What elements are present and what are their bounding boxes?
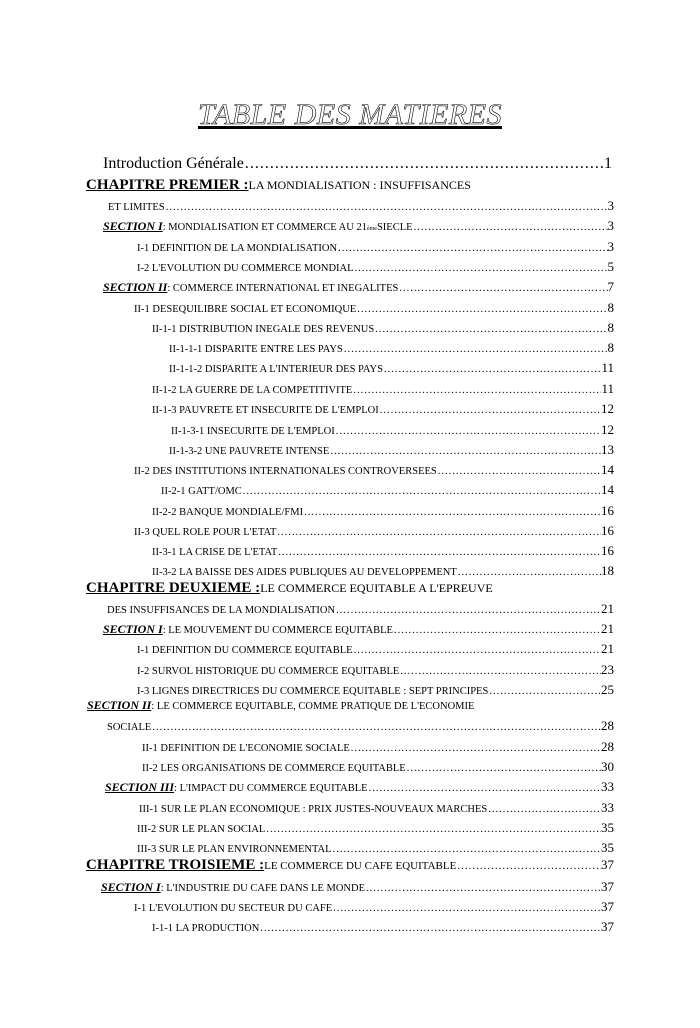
toc-entry[interactable] [103, 155, 612, 173]
dot-leader [277, 547, 601, 558]
section-label: SECTION I [103, 219, 163, 233]
toc-page-number: 25 [601, 682, 614, 697]
toc-page-number: 1 [604, 155, 612, 172]
toc-entry-text: II-1-1-1 DISPARITE ENTRE LES PAYS [169, 344, 343, 355]
toc-entry[interactable] [103, 218, 614, 234]
toc-page-number: 16 [601, 523, 614, 538]
toc-entry-text: II-2-1 GATT/OMC [161, 486, 242, 497]
toc-entry[interactable] [137, 641, 614, 657]
toc-page-number: 7 [607, 279, 614, 294]
dot-leader [350, 743, 601, 754]
toc-entry-text: DES INSUFFISANCES DE LA MONDIALISATION [107, 605, 336, 616]
toc-entry[interactable] [103, 279, 614, 295]
toc-page-number: 8 [607, 340, 614, 355]
toc-chapter-heading[interactable] [86, 580, 493, 597]
toc-entry[interactable] [169, 340, 614, 356]
superscript: ème [366, 226, 377, 232]
toc-page-number: 37 [601, 857, 614, 872]
toc-entry[interactable] [134, 899, 614, 915]
toc-entry-text: II-3-1 LA CRISE DE L'ETAT [152, 547, 278, 558]
toc-entry[interactable] [152, 563, 614, 579]
toc-entry-text: II-1-2 LA GUERRE DE LA COMPETITIVITE [152, 385, 353, 396]
page-title: TABLE DES MATIERES [198, 98, 502, 131]
dot-leader [383, 364, 602, 375]
toc-entry-text: III-1 SUR LE PLAN ECONOMIQUE : PRIX JUSTES-NOUVEAUX MARCHES [139, 804, 488, 815]
dot-leader [335, 426, 601, 437]
toc-entry-text: II-2-2 BANQUE MONDIALE/FMI [152, 507, 304, 518]
toc-page-number: 16 [601, 503, 614, 518]
toc-page-number: 33 [601, 800, 614, 815]
toc-page-number: 8 [607, 320, 614, 335]
toc-entry[interactable] [105, 779, 614, 795]
toc-entry-text: II-1-1 DISTRIBUTION INEGALE DES REVENUS [152, 324, 375, 335]
toc-entry-text: I-2 L'EVOLUTION DU COMMERCE MONDIAL [137, 263, 354, 274]
toc-page-number: 3 [607, 218, 614, 233]
dot-leader [398, 283, 607, 294]
toc-entry[interactable] [137, 239, 614, 255]
toc-entry-text: II-2 LES ORGANISATIONS DE COMMERCE EQUITABLE [142, 763, 406, 774]
toc-page-number: 3 [607, 198, 614, 213]
dot-leader [329, 446, 601, 457]
toc-page-number: 18 [601, 563, 614, 578]
toc-entry[interactable] [152, 381, 614, 397]
toc-entry[interactable] [137, 662, 614, 678]
section-label: SECTION II [87, 698, 152, 712]
toc-entry-text: : L'INDUSTRIE DU CAFE DANS LE MONDE [160, 883, 365, 894]
dot-leader [393, 625, 601, 636]
toc-entry-text: I-1-1 LA PRODUCTION [152, 923, 260, 934]
dot-leader [456, 860, 601, 872]
dot-leader [368, 783, 601, 794]
section-label: SECTION II [103, 280, 168, 294]
toc-page-number: 5 [607, 259, 614, 274]
section-label: SECTION I [103, 622, 163, 636]
dot-leader [437, 466, 601, 477]
toc-entry[interactable] [103, 621, 614, 637]
dot-leader [332, 844, 601, 855]
toc-entry-text: II-1-3-2 UNE PAUVRETE INTENSE [169, 446, 330, 457]
toc-page-number: 11 [601, 360, 614, 375]
toc-entry[interactable] [101, 879, 614, 895]
toc-entry-text: : LE MOUVEMENT DU COMMERCE EQUITABLE [162, 625, 393, 636]
dot-leader [374, 324, 607, 335]
toc-entry-text: II-1-3-1 INSECURITE DE L'EMPLOI [171, 426, 335, 437]
toc-page-number: 12 [601, 401, 614, 416]
chapter-label: CHAPITRE TROISIEME : [86, 857, 265, 873]
toc-entry[interactable] [152, 503, 614, 519]
section-label: SECTION I [101, 880, 161, 894]
toc-entry-text: SIECLE [376, 222, 413, 233]
toc-entry[interactable] [152, 320, 614, 336]
dot-leader [406, 763, 601, 774]
toc-entry-text: : L'IMPACT DU COMMERCE EQUITABLE [174, 783, 368, 794]
toc-page-number: 3 [607, 239, 614, 254]
toc-entry-text: II-1 DESEQUILIBRE SOCIAL ET ECONOMIQUE [134, 304, 357, 315]
toc-entry[interactable] [152, 543, 614, 559]
dot-leader [303, 507, 601, 518]
toc-entry-text: : COMMERCE INTERNATIONAL ET INEGALITES [167, 283, 399, 294]
dot-leader [365, 883, 601, 894]
toc-entry-text: I-3 LIGNES DIRECTRICES DU COMMERCE EQUITABLE : SEPT PRINCIPES [137, 686, 489, 697]
toc-entry-text: I-1 L'EVOLUTION DU SECTEUR DU CAFE [134, 903, 333, 914]
toc-entry-text: SOCIALE [107, 722, 152, 733]
toc-entry-text: II-3-2 LA BAISSE DES AIDES PUBLIQUES AU DEVELOPPEMENT [152, 567, 457, 578]
toc-page-number: 28 [601, 739, 614, 754]
toc-entry[interactable] [137, 682, 614, 698]
toc-page-number: 14 [601, 462, 614, 477]
toc-page-number: 16 [601, 543, 614, 558]
dot-leader [354, 263, 608, 274]
dot-leader [265, 824, 601, 835]
toc-page-number: 13 [601, 442, 614, 457]
toc-entry-text: : LE COMMERCE EQUITABLE, COMME PRATIQUE DE L'ECONOMIE [151, 701, 475, 712]
chapter-label: CHAPITRE DEUXIEME : [86, 580, 261, 596]
toc-entry[interactable] [137, 259, 614, 275]
dot-leader [457, 567, 601, 578]
dot-leader [151, 722, 601, 733]
toc-entry-text: II-2 DES INSTITUTIONS INTERNATIONALES CONTROVERSEES [134, 466, 437, 477]
chapter-label: CHAPITRE PREMIER : [86, 177, 249, 193]
chapter-title: LA MONDIALISATION : INSUFFISANCES [248, 178, 471, 192]
toc-entry[interactable] [169, 442, 614, 458]
dot-leader [352, 385, 601, 396]
toc-entry[interactable] [137, 820, 614, 836]
toc-entry[interactable] [107, 718, 614, 734]
toc-entry-text: II-3 QUEL ROLE POUR L'ETAT [134, 527, 277, 538]
dot-leader [337, 243, 607, 254]
toc-entry[interactable] [152, 401, 614, 417]
dot-leader [379, 405, 601, 416]
toc-page-number: 35 [601, 820, 614, 835]
dot-leader [413, 222, 608, 233]
toc-page-number: 37 [601, 919, 614, 934]
toc-entry[interactable] [171, 422, 614, 438]
toc-entry[interactable] [137, 840, 614, 856]
toc-entry[interactable] [107, 601, 614, 617]
toc-chapter-heading[interactable] [86, 857, 614, 874]
toc-entry[interactable] [134, 300, 614, 316]
chapter-title: LE COMMERCE EQUITABLE A L'EPREUVE [260, 581, 493, 595]
dot-leader [259, 923, 601, 934]
toc-entry-text: II-1-1-2 DISPARITE A L'INTERIEUR DES PAYS [169, 364, 383, 375]
toc-page-number: 37 [601, 899, 614, 914]
toc-entry[interactable] [87, 698, 474, 713]
toc-entry[interactable] [169, 360, 614, 376]
toc-page-number: 33 [601, 779, 614, 794]
dot-leader [335, 605, 601, 616]
toc-entry-text: ET LIMITES [108, 202, 165, 213]
toc-entry-text: II-1-3 PAUVRETE ET INSECURITE DE L'EMPLOI [152, 405, 379, 416]
chapter-title: LE COMMERCE DU CAFE EQUITABLE [264, 860, 457, 872]
dot-leader [343, 344, 608, 355]
toc-page-number: 30 [601, 759, 614, 774]
dot-leader [276, 527, 601, 538]
toc-entry[interactable] [152, 919, 614, 935]
toc-entry-text: : MONDIALISATION ET COMMERCE AU 21 [162, 222, 367, 233]
toc-entry[interactable] [134, 523, 614, 539]
toc-page-number: 14 [601, 482, 614, 497]
dot-leader [332, 903, 601, 914]
toc-chapter-heading[interactable] [86, 177, 471, 194]
toc-page-number: 21 [601, 601, 614, 616]
toc-entry-text: I-2 SURVOL HISTORIQUE DU COMMERCE EQUITABLE [137, 666, 400, 677]
toc-entry-text: Introduction Générale [103, 155, 244, 172]
dot-leader [353, 645, 601, 656]
dot-leader [356, 304, 607, 315]
dot-leader [399, 666, 601, 677]
toc-entry[interactable] [134, 462, 614, 478]
toc-entry-text: II-1 DEFINITION DE L'ECONOMIE SOCIALE [142, 743, 350, 754]
toc-page-number: 21 [601, 621, 614, 636]
dot-leader [488, 686, 601, 697]
toc-entry-text: I-1 DEFINITION DU COMMERCE EQUITABLE [137, 645, 353, 656]
toc-entry-text: III-2 SUR LE PLAN SOCIAL [137, 824, 266, 835]
toc-entry-text: I-1 DEFINITION DE LA MONDIALISATION [137, 243, 338, 254]
dot-leader [242, 486, 601, 497]
toc-page-number: 21 [601, 641, 614, 656]
toc-entry-text: III-3 SUR LE PLAN ENVIRONNEMENTAL [137, 844, 332, 855]
toc-entry[interactable] [139, 800, 614, 816]
toc-page-number: 12 [601, 422, 614, 437]
toc-page-number: 8 [607, 300, 614, 315]
toc-page-number: 23 [601, 662, 614, 677]
dot-leader [244, 155, 604, 173]
toc-entry[interactable] [142, 759, 614, 775]
toc-entry[interactable] [108, 198, 614, 214]
toc-page-number: 35 [601, 840, 614, 855]
dot-leader [487, 804, 601, 815]
toc-entry[interactable] [161, 482, 614, 498]
toc-page-number: 28 [601, 718, 614, 733]
toc-entry[interactable] [142, 739, 614, 755]
toc-page-number: 11 [601, 381, 614, 396]
section-label: SECTION III [105, 780, 175, 794]
dot-leader [165, 202, 608, 213]
toc-page-number: 37 [601, 879, 614, 894]
